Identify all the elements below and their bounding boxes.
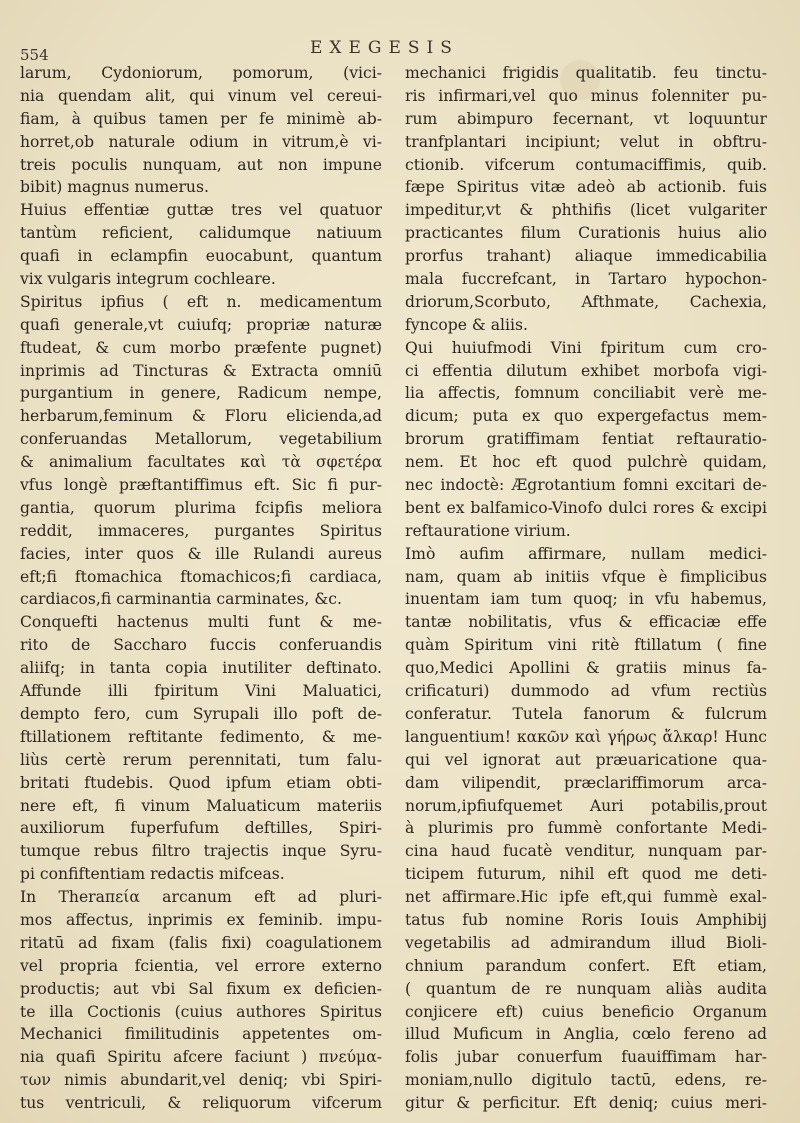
text-line: reftauratione virium. — [405, 521, 571, 540]
text-line: lia affectis, fomnum conciliabit verè me- — [405, 384, 767, 403]
text-line: ci effentia dilutum exhibet morbofa vigi- — [405, 361, 767, 380]
text-line: των nimis abundarit,vel deniq; vbi Spiri- — [20, 1071, 382, 1090]
text-line: à plurimis pro fummè confortante Medi- — [405, 819, 767, 838]
text-line: horret,ob naturale odium in vitrum,è vi- — [20, 132, 382, 151]
text-line: reddit, immaceres, purgantes Spiritus — [20, 521, 382, 540]
text-line: conferuandas Metallorum, vegetabilium — [20, 430, 382, 449]
text-line: ticipem futurum, nihil eft quod me deti- — [405, 865, 767, 884]
text-line: ctionib. vifcerum contumaciffimis, quib. — [405, 155, 767, 174]
text-line: aliifq; in tanta copia inutiliter deftinato. — [20, 659, 382, 678]
text-line: folis jubar conuerfum fuauiffimam har- — [405, 1048, 767, 1067]
text-line: ( quantum de re nunquam aliàs audita — [405, 979, 767, 998]
page-header — [20, 38, 780, 62]
text-line: fyncope & aliis. — [405, 315, 528, 334]
text-line: nere eft, fi vinum Maluaticum materiis — [20, 796, 382, 815]
text-line: cina haud fucatè venditur, nunquam par- — [405, 842, 767, 861]
text-line: tatus fub nomine Roris Iouis Amphibij — [405, 910, 767, 929]
text-line: pi confiftentiam redactis mifceas. — [20, 865, 285, 884]
text-line: auxiliorum fuperfufum deftilles, Spiri- — [20, 819, 382, 838]
text-line: impeditur,vt & phthifis (licet vulgariter — [405, 201, 767, 220]
text-line: illud Muficum in Anglia, cœlo fereno ad — [405, 1025, 767, 1044]
text-line: Qui huiufmodi Vini fpiritum cum cro- — [405, 338, 767, 357]
text-line: ritatū ad fixam (falis fixi) coagulationem — [20, 933, 382, 952]
text-line: mos affectus, inprimis ex feminib. impu- — [20, 910, 382, 929]
text-line: dempto fero, cum Syrupali illo poft de- — [20, 704, 382, 723]
text-line: bibit) magnus numerus. — [20, 178, 209, 197]
text-line: ftudeat, & cum morbo præfente pugnet) — [20, 338, 382, 357]
text-line: herbarum,feminum & Floru elicienda,ad — [20, 407, 382, 426]
text-line: larum, Cydoniorum, pomorum, (vici- — [20, 64, 382, 82]
text-line: vegetabilis ad admirandum illud Bioli- — [405, 933, 767, 952]
right-text-column — [405, 62, 767, 1115]
text-line: vix vulgaris integrum cochleare. — [20, 270, 276, 289]
text-line: nam, quam ab initiis vfque è fimplicibus — [405, 567, 767, 586]
text-line: bent ex balfamico-Vinofo dulci rores & excipi — [405, 498, 767, 517]
text-line: tus ventriculi, & reliquorum vifcerum — [20, 1094, 382, 1113]
text-line: quàm Spiritum vini ritè ftillatum ( fine — [405, 636, 767, 655]
text-line: te illa Coctionis (cuius authores Spiritus — [20, 1002, 382, 1021]
text-line: fæpe Spiritus vitæ adeò ab actionib. fuis — [405, 178, 767, 197]
text-line: tantùm reficient, calidumque natiuum — [20, 224, 382, 243]
left-text-column — [20, 62, 382, 1115]
text-line: productis; aut vbi Sal fixum ex deficien- — [20, 979, 382, 998]
text-line: facies, inter quos & ille Rulandi aureus — [20, 544, 382, 563]
text-line: norum,ipfiufquemet Auri potabilis,prout — [405, 796, 767, 815]
text-line: fiam, à quibus tamen per fe minimè ab- — [20, 109, 382, 128]
text-line: conjicere eft) cuius beneficio Organum — [405, 1002, 767, 1021]
text-line: mala fuccrefcant, in Tartaro hypochon- — [405, 270, 767, 289]
text-line: Mechanici fimilitudinis appetentes om- — [20, 1025, 382, 1044]
text-line: quo,Medici Apollini & gratiis minus fa- — [405, 659, 767, 678]
text-line: inuentam iam tum quoq; in vfu habemus, — [405, 590, 767, 609]
text-line: prorfus trahant) aliaque immedicabilia — [405, 247, 767, 266]
text-line: Conquefti hactenus multi funt & me- — [20, 613, 382, 632]
text-line: In Theraπεία arcanum eft ad pluri- — [20, 888, 382, 907]
page-number: 554 — [20, 46, 49, 64]
text-line: rum abimpuro fecernant, vt loquuntur — [405, 109, 767, 128]
text-line: conferatur. Tutela fanorum & fulcrum — [405, 704, 767, 723]
text-line: Imò aufim affirmare, nullam medici- — [405, 544, 767, 563]
text-line: tranfplantari incipiunt; velut in obftru- — [405, 132, 767, 151]
text-line: practicantes filum Curationis huius alio — [405, 224, 767, 243]
text-line: nia quafi Spiritu afcere faciunt ) πνεύμα- — [20, 1048, 382, 1067]
text-line: languentium! κακῶν καὶ γήρως ἄλκαρ! Hunc — [405, 727, 767, 746]
text-line: vel propria fcientia, vel errore externo — [20, 956, 382, 975]
text-line: vfus longè præftantiffimus eft. Sic fi pur- — [20, 476, 382, 495]
text-line: ftillationem reftitante fedimento, & me- — [20, 727, 382, 746]
text-line: liùs certè rerum perennitati, tum falu- — [20, 750, 382, 769]
text-line: purgantium in genere, Radicum nempe, — [20, 384, 382, 403]
text-line: dam vilipendit, præclariffimorum arca- — [405, 773, 767, 792]
text-line: mechanici frigidis qualitatib. feu tinctu- — [405, 64, 767, 82]
text-line: treis poculis nunquam, aut non impune — [20, 155, 382, 174]
text-line: Spiritus ipfius ( eft n. medicamentum — [20, 292, 382, 311]
text-line: qui vel ignorat aut præuaricatione qua- — [405, 750, 767, 769]
running-head: EXEGESIS — [310, 38, 459, 58]
text-line: eft;fi ftomachica ftomachicos;fi cardiaca, — [20, 567, 382, 586]
text-line: quafi generale,vt cuiufq; propriæ naturæ — [20, 315, 382, 334]
text-line: britati ftudebis. Quod ipfum etiam obti- — [20, 773, 382, 792]
text-line: inprimis ad Tincturas & Extracta omniū — [20, 361, 382, 380]
text-line: dicum; puta ex quo expergefactus mem- — [405, 407, 767, 426]
text-line: gitur & perficitur. Eft deniq; cuius meri- — [405, 1094, 767, 1113]
text-line: cardiacos,fi carminantia carminates, &c. — [20, 590, 342, 609]
text-line: & animalium facultates καὶ τὰ σφετέρα — [20, 453, 382, 472]
text-line: tantæ nobilitatis, vfus & efficaciæ effe — [405, 613, 767, 632]
text-line: crificaturi) dummodo ad vfum rectiùs — [405, 682, 767, 701]
text-line: quafi in eclampfin euocabunt, quantum — [20, 247, 382, 266]
text-line: brorum gratiffimam fentiat reftauratio- — [405, 430, 767, 449]
text-line: gantia, quorum plurima fcipfis meliora — [20, 498, 382, 517]
text-line: net affirmare.Hic ipfe eft,qui fummè exal- — [405, 888, 767, 907]
text-line: Affunde illi fpiritum Vini Maluatici, — [20, 682, 382, 701]
text-line: ris infirmari,vel quo minus folenniter pu- — [405, 86, 767, 105]
text-line: Huius effentiæ guttæ tres vel quatuor — [20, 201, 382, 220]
text-line: rito de Saccharo fuccis conferuandis — [20, 636, 382, 655]
text-line: moniam,nullo digitulo tactū, edens, re- — [405, 1071, 767, 1090]
text-line: chnium parandum confert. Eft etiam, — [405, 956, 767, 975]
text-line: nia quendam alit, qui vinum vel cereui- — [20, 86, 382, 105]
text-line: nec indoctè: Ægrotantium fomni excitari de- — [405, 476, 767, 495]
text-line: tumque rebus filtro trajectis inque Syru- — [20, 842, 382, 861]
text-line: nem. Et hoc eft quod pulchrè quidam, — [405, 453, 767, 472]
text-line: driorum,Scorbuto, Afthmate, Cachexia, — [405, 292, 767, 311]
